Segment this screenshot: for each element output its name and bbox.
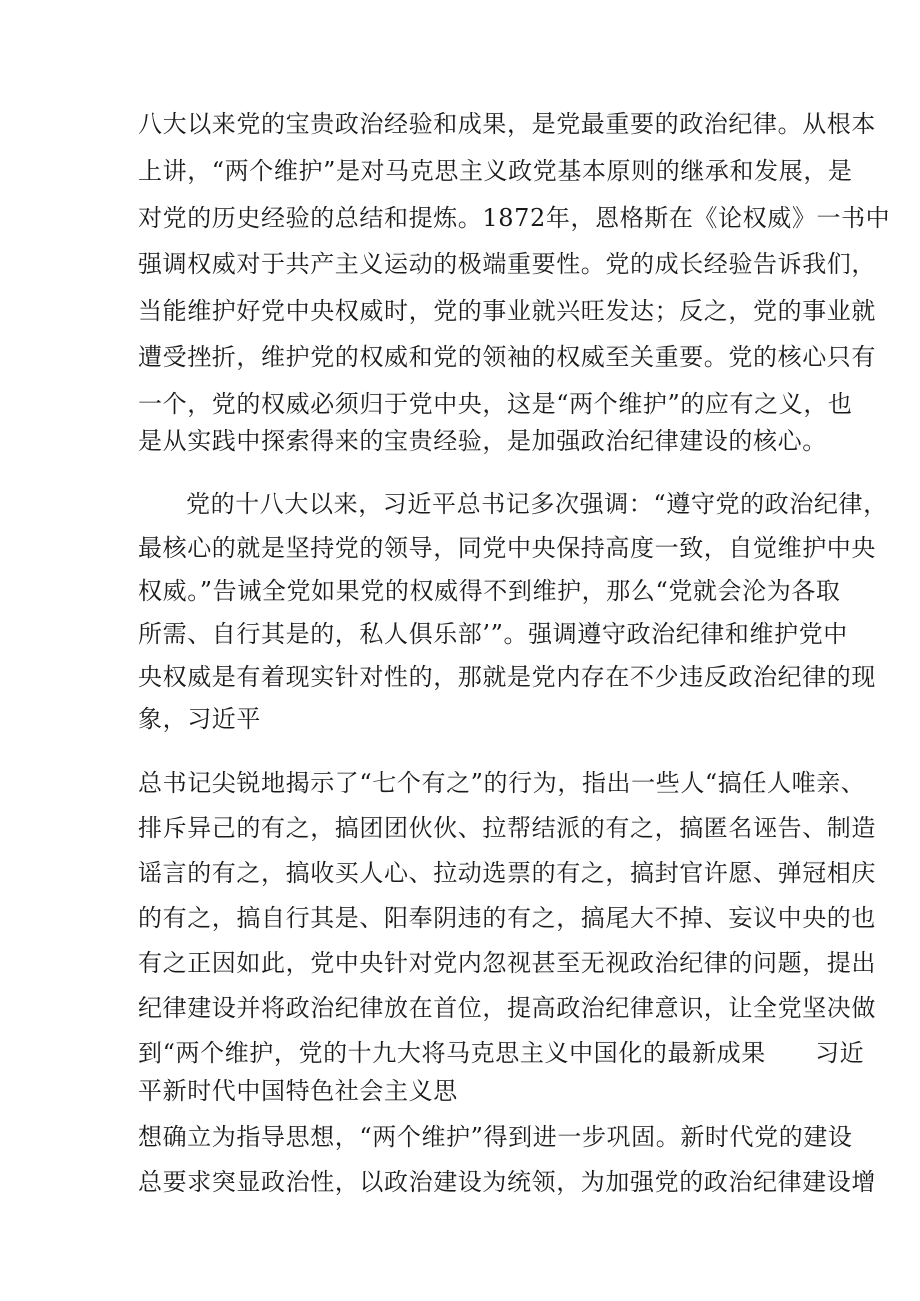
text-line: 对党的历史经验的总结和提炼。1872年，恩格斯在《论权威》一书中	[138, 204, 891, 232]
text-line: 央权威是有着现实针对性的，那就是党内存在不少违反政治纪律的现	[138, 663, 876, 691]
text-line: 遭受挫折，维护党的权威和党的领袖的权威至关重要。党的核心只有	[138, 343, 876, 371]
text-line: 谣言的有之，搞收买人心、拉动选票的有之，搞封官许愿、弹冠相庆	[138, 859, 876, 887]
text-line: 八大以来党的宝贵政治经验和成果，是党最重要的政治纪律。从根本	[138, 110, 876, 138]
text-line: 的有之，搞自行其是、阳奉阴违的有之，搞尾大不掉、妄议中央的也	[138, 904, 876, 932]
text-line: 一个，党的权威必须归于党中央，这是“两个维护”的应有之义，也	[138, 390, 853, 418]
text-line: 权威。”告诫全党如果党的权威得不到维护，那么“党就会沦为各取	[138, 577, 841, 605]
text-line: 象，习近平	[138, 705, 261, 733]
text-line: 当能维护好党中央权威时，党的事业就兴旺发达；反之，党的事业就	[138, 297, 876, 325]
text-line: 所需、自行其是的，私人俱乐部’”。强调遵守政治纪律和维护党中	[138, 620, 848, 648]
text-line: 平新时代中国特色社会主义思	[138, 1077, 458, 1105]
text-line: 最核心的就是坚持党的领导，同党中央保持高度一致，自觉维护中央	[138, 534, 876, 562]
text-line: 上讲，“两个维护”是对马克思主义政党基本原则的继承和发展，是	[138, 157, 853, 185]
paragraph-first-line: 党的十八大以来，习近平总书记多次强调：“遵守党的政治纪律，	[186, 490, 888, 518]
text-line: 有之正因如此，党中央针对党内忽视甚至无视政治纪律的问题，提出	[138, 949, 876, 977]
text-line: 纪律建设并将政治纪律放在首位，提高政治纪律意识，让全党坚决做	[138, 994, 876, 1022]
text-line: 想确立为指导思想，“两个维护”得到进一步巩固。新时代党的建设	[138, 1123, 853, 1151]
text-line: 强调权威对于共产主义运动的极端重要性。党的成长经验告诉我们，	[138, 250, 876, 278]
text-line: 总书记尖锐地揭示了“七个有之”的行为，指出一些人“搞任人唯亲、	[138, 769, 866, 797]
text-line: 到“两个维护，党的十九大将马克思主义中国化的最新成果 习近	[138, 1039, 865, 1067]
text-line: 是从实践中探索得来的宝贵经验，是加强政治纪律建设的核心。	[138, 427, 827, 455]
text-line: 排斥异己的有之，搞团团伙伙、拉帮结派的有之，搞匿名诬告、制造	[138, 814, 876, 842]
text-line: 总要求突显政治性，以政治建设为统领，为加强党的政治纪律建设增	[138, 1168, 876, 1196]
